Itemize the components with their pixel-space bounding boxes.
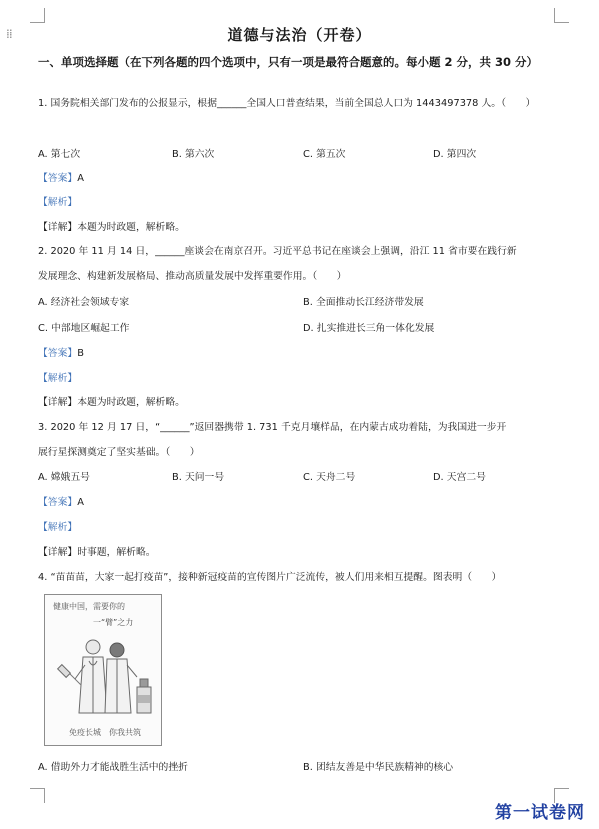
poster-slogan-line-1: 健康中国，需要你的 — [53, 602, 125, 611]
question-2-stem-line-1: 2. 2020 年 11 月 14 日，______座谈会在南京召开。习近平总书记在座谈会上强调，沿江 11 省市要在践行新 — [38, 246, 517, 257]
question-2-option-b: B. 全面推动长江经济带发展 — [303, 297, 424, 308]
poster-slogan-line-3: 免疫长城 你我共筑 — [69, 728, 141, 737]
crop-mark-top-right — [554, 8, 569, 23]
question-1-option-d: D. 第四次 — [433, 149, 477, 160]
page-title: 道德与法治（开卷） — [227, 26, 372, 44]
doctors-illustration — [45, 595, 161, 745]
question-4-option-a: A. 借助外力才能战胜生活中的挫折 — [38, 762, 188, 773]
vaccine-poster-image — [44, 594, 162, 746]
detail-label: 【详解】 — [38, 547, 78, 558]
question-2-option-c: C. 中部地区崛起工作 — [38, 323, 130, 334]
detail-text: 本题为时政题，解析略。 — [77, 397, 185, 408]
question-2-option-a: A. 经济社会领域专家 — [38, 297, 130, 308]
drag-handle-icon[interactable]: ⁞⁞ — [6, 27, 12, 41]
question-3-analysis-label: 【解析】 — [38, 522, 78, 533]
answer-label: 【答案】 — [38, 497, 78, 508]
question-1-detail — [38, 219, 185, 233]
question-3-option-d: D. 天宫二号 — [433, 472, 486, 483]
question-3-option-c: C. 天舟二号 — [303, 472, 356, 483]
question-1-option-a: A. 第七次 — [38, 149, 81, 160]
question-2-detail — [38, 394, 185, 408]
question-4-stem: 4. “苗苗苗，大家一起打疫苗”，接种新冠疫苗的宣传图片广泛流传，被人们用来相互提醒。图表明（ ） — [38, 572, 502, 583]
answer-value: A — [77, 173, 84, 184]
answer-label: 【答案】 — [38, 173, 78, 184]
question-2-answer — [38, 345, 84, 359]
detail-label: 【详解】 — [38, 397, 78, 408]
question-4-option-b: B. 团结友善是中华民族精神的核心 — [303, 762, 454, 773]
question-3-answer — [38, 494, 84, 508]
question-1-stem: 1. 国务院相关部门发布的公报显示，根据______全国人口普查结果，当前全国总人口为 1443497378 人。（ ） — [38, 98, 536, 109]
question-2-option-d: D. 扎实推进长三角一体化发展 — [303, 323, 435, 334]
answer-value: A — [77, 497, 84, 508]
detail-text: 本题为时政题，解析略。 — [77, 222, 185, 233]
question-3-stem-line-1: 3. 2020 年 12 月 17 日，“______”返回器携带 1. 731 千克月壤样品，在内蒙古成功着陆，为我国进一步开 — [38, 422, 507, 433]
question-3-stem-line-2: 展行星探测奠定了坚实基础。（ ） — [38, 447, 200, 458]
detail-text: 时事题，解析略。 — [77, 547, 156, 558]
crop-mark-bottom-left — [30, 788, 45, 803]
question-1-analysis-label: 【解析】 — [38, 197, 78, 208]
crop-mark-top-left — [30, 8, 45, 23]
question-3-option-b: B. 天问一号 — [172, 472, 225, 483]
answer-value: B — [77, 348, 84, 359]
question-1-option-b: B. 第六次 — [172, 149, 215, 160]
question-3-detail — [38, 544, 156, 558]
question-1-option-c: C. 第五次 — [303, 149, 346, 160]
answer-label: 【答案】 — [38, 348, 78, 359]
question-2-stem-line-2: 发展理念、构建新发展格局、推动高质量发展中发挥重要作用。（ ） — [38, 271, 347, 282]
question-3-option-a: A. 嫦娥五号 — [38, 472, 90, 483]
question-1-answer — [38, 170, 84, 184]
section-heading: 一、单项选择题（在下列各题的四个选项中，只有一项是最符合题意的。每小题 2 分，共 30 分） — [38, 55, 539, 69]
question-2-analysis-label: 【解析】 — [38, 373, 78, 384]
poster-slogan-line-2: 一“臂”之力 — [93, 618, 134, 627]
detail-label: 【详解】 — [38, 222, 78, 233]
site-watermark: 第一试卷网 — [495, 803, 585, 823]
